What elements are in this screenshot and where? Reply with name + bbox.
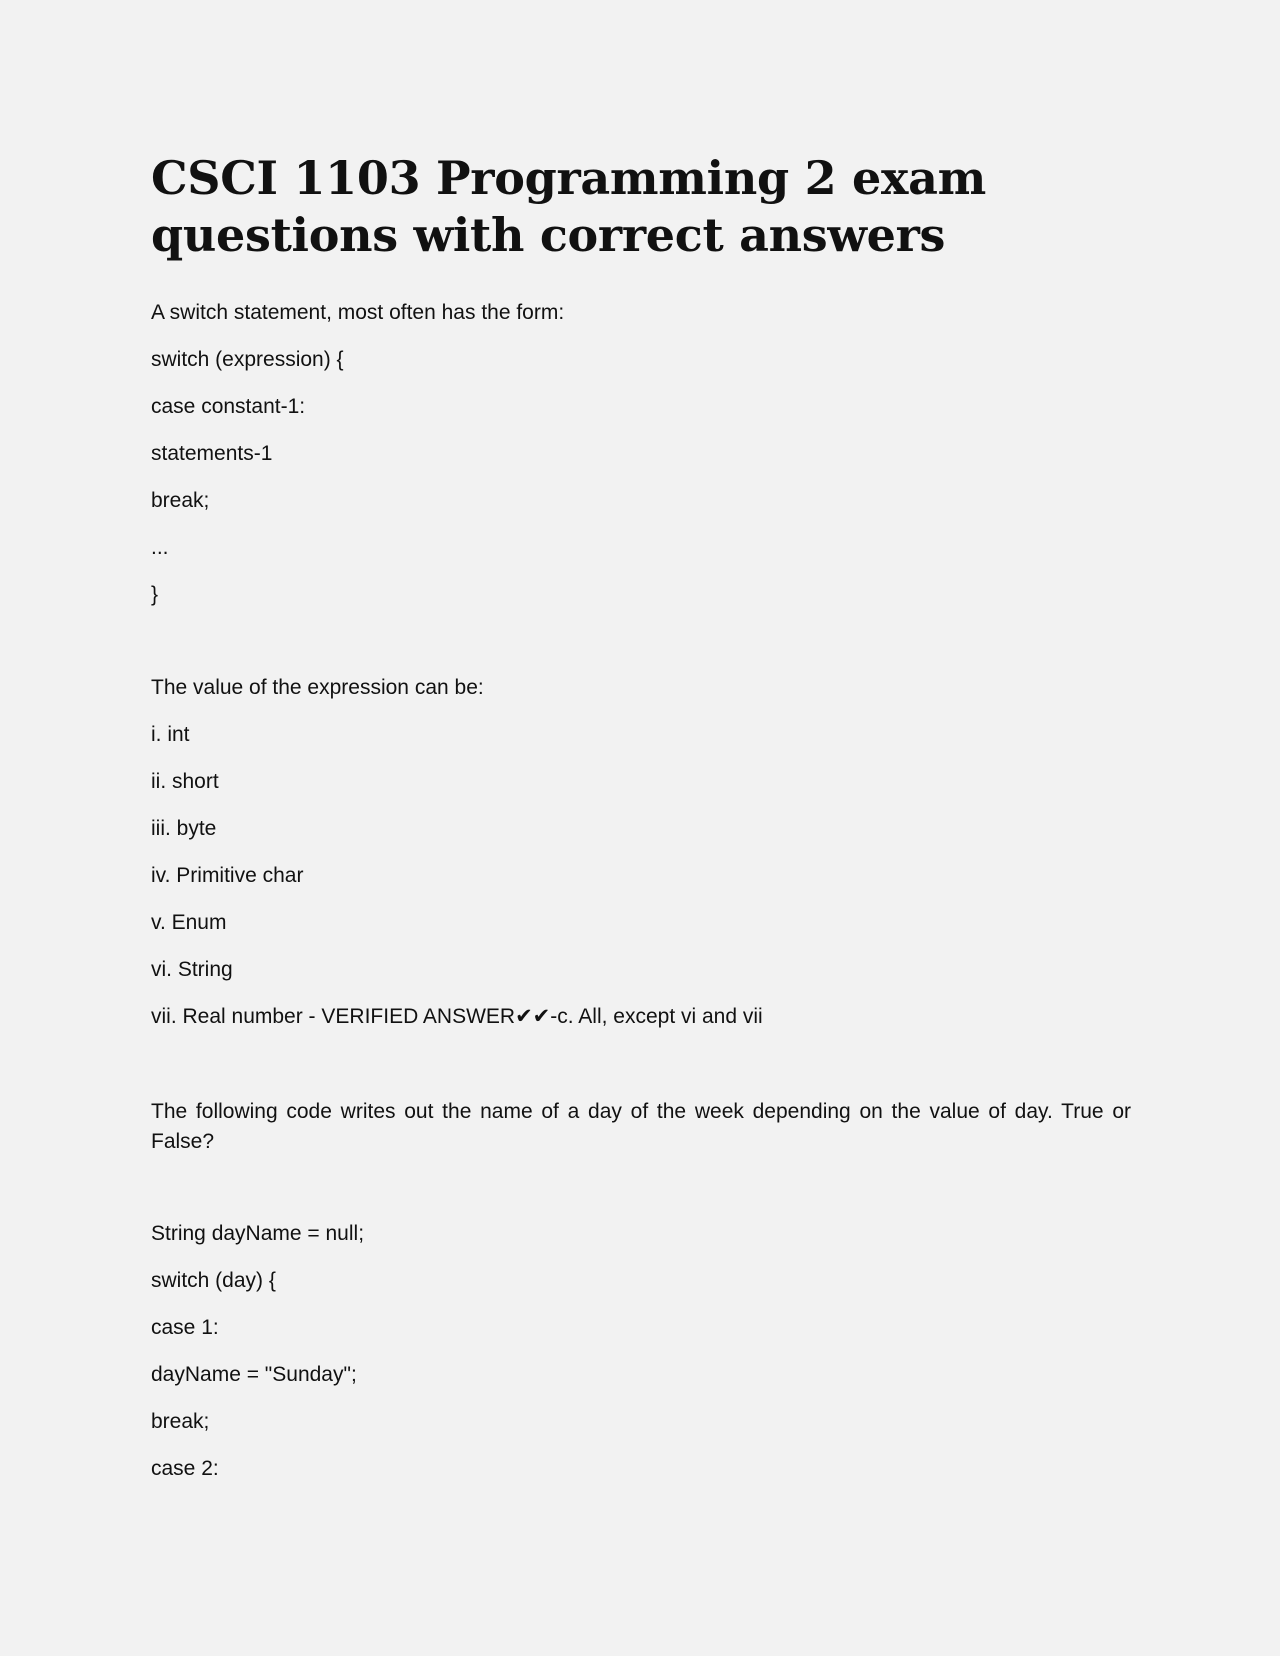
- text-line: }: [151, 583, 159, 606]
- code-line: case 1:: [151, 1316, 219, 1339]
- text-line: break;: [151, 489, 210, 512]
- text-line: vi. String: [151, 958, 233, 981]
- document-title: CSCI 1103 Programming 2 exam questions with correct answers: [151, 151, 986, 262]
- text-line: switch (expression) {: [151, 348, 344, 371]
- text-line: i. int: [151, 723, 190, 746]
- question-paragraph: The following code writes out the name of a day of the week depending on the value of day. True or False?: [151, 1100, 1131, 1153]
- switch-form-block: [151, 300, 1131, 608]
- text-line: The value of the expression can be:: [151, 676, 484, 699]
- text-line: v. Enum: [151, 911, 227, 934]
- text-line: ii. short: [151, 770, 219, 793]
- spacer: [151, 1157, 1131, 1221]
- document-page: [151, 150, 1131, 1503]
- spacer: [151, 629, 1131, 675]
- spacer: [151, 1051, 1131, 1097]
- text-line: ...: [151, 536, 169, 559]
- code-line: dayName = "Sunday";: [151, 1363, 357, 1386]
- expression-values-block: [151, 675, 1131, 1030]
- text-line: A switch statement, most often has the form:: [151, 301, 565, 324]
- answer-line: vii. Real number - VERIFIED ANSWER✔✔-c. All, except vi and vii: [151, 1005, 763, 1028]
- code-line: String dayName = null;: [151, 1222, 365, 1245]
- code-line: switch (day) {: [151, 1269, 276, 1292]
- text-line: statements-1: [151, 442, 273, 465]
- text-line: iii. byte: [151, 817, 217, 840]
- code-line: case 2:: [151, 1457, 219, 1480]
- code-line: break;: [151, 1410, 210, 1433]
- code-block: [151, 1221, 1131, 1482]
- text-line: case constant-1:: [151, 395, 306, 418]
- text-line: iv. Primitive char: [151, 864, 304, 887]
